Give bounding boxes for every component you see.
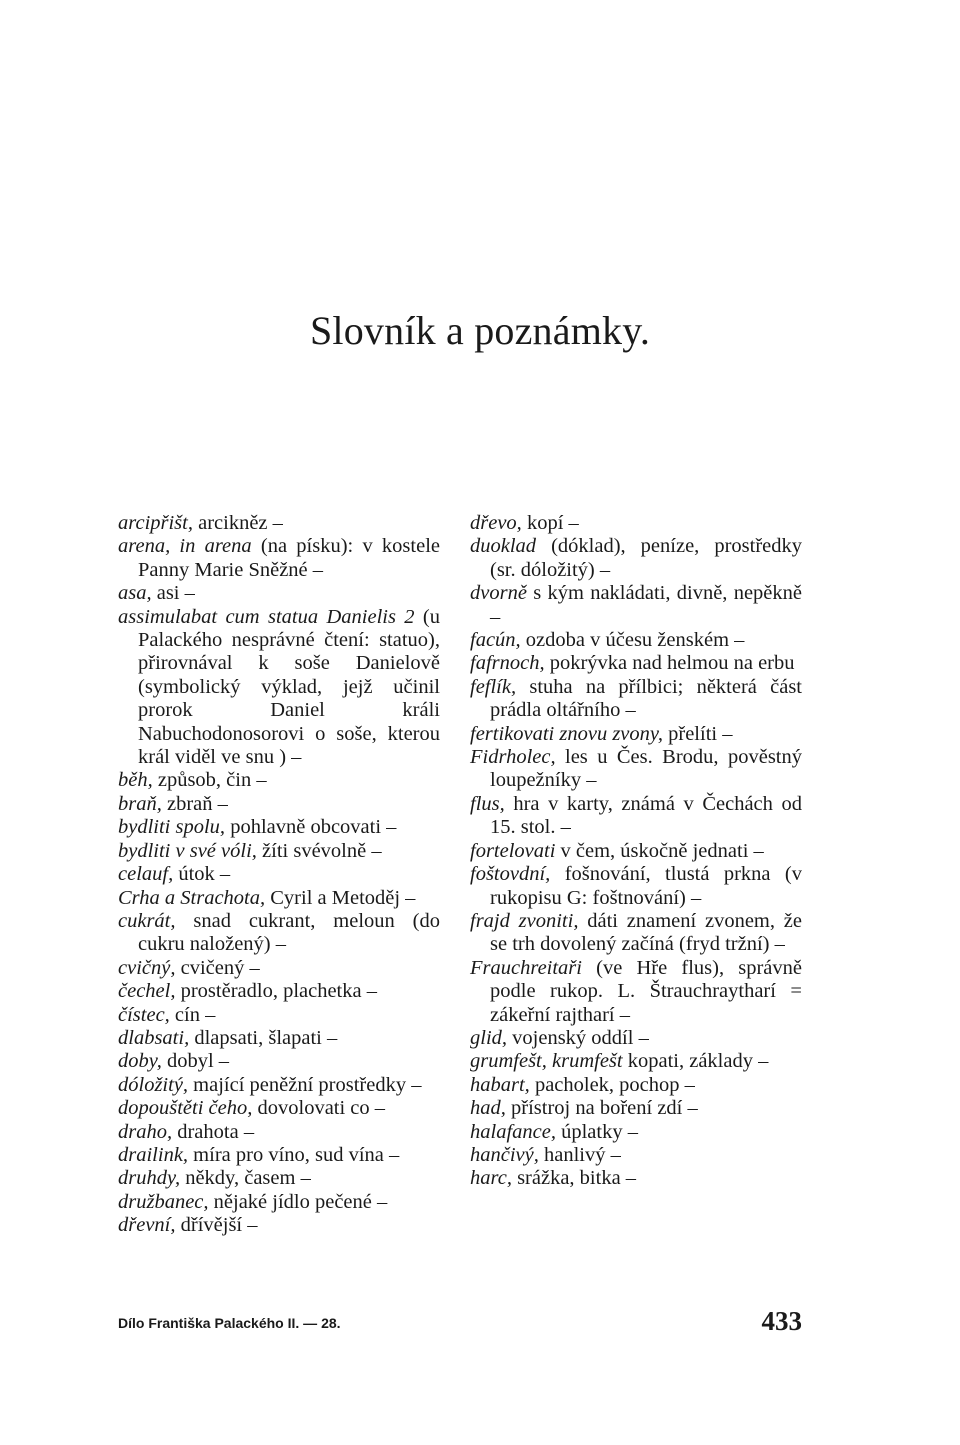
entry-definition: stuha na přílbici; některá část prádla oltářního – [490,675,802,722]
entry-definition: dřívější – [175,1214,258,1237]
entry-definition: pacholek, pochop – [529,1073,695,1096]
dictionary-entry [470,629,802,652]
entry-definition: kopati, základy – [622,1050,769,1073]
entry-definition: zbraň – [161,792,228,815]
entry-headword: grumfešt, krumfešt [470,1050,623,1073]
dictionary-entry [470,512,802,535]
entry-headword: hančivý, [470,1143,539,1166]
entry-headword: bydliti spolu, [118,816,226,839]
dictionary-entry [118,863,440,886]
entry-headword: doby, [118,1050,162,1073]
entry-headword: družbanec, [118,1190,209,1213]
entry-headword: draho, [118,1120,173,1143]
entry-headword: had, [470,1097,506,1120]
entry-definition: hra v karty, známá v Čechách od 15. stol. – [490,792,802,839]
dictionary-entry [470,652,802,675]
dictionary-entry [470,793,802,840]
entry-definition: cvičený – [175,956,260,979]
entry-definition: ozdoba v účesu ženském – [520,629,745,652]
dictionary-entry [118,1050,440,1073]
entry-headword: arena, in arena [118,535,252,558]
dictionary-entry [118,910,440,957]
entry-headword: dlabsati, [118,1026,190,1049]
dictionary-entry [470,910,802,957]
right-column [470,512,802,1191]
dictionary-entry [470,1167,802,1190]
entry-definition: žíti svévolně – [256,839,382,862]
dictionary-entry [118,769,440,792]
entry-headword: čístec, [118,1003,170,1026]
entry-headword: asa, [118,582,152,605]
dictionary-entry [118,512,440,535]
dictionary-entry [118,840,440,863]
entry-headword: duoklad [470,535,537,558]
entry-definition: nějaké jídlo pečené – [208,1190,388,1213]
entry-headword: dóložitý, [118,1073,189,1096]
entry-headword: flus, [470,792,505,815]
entry-definition: pohlavně obcovati – [225,816,397,839]
entry-definition: dlapsati, šlapati – [189,1026,338,1049]
entry-headword: celauf, [118,863,174,886]
entry-definition: míra pro víno, sud vína – [188,1143,400,1166]
entry-headword: facún, [470,629,521,652]
dictionary-entry [118,1144,440,1167]
entry-headword: dopouštěti čeho, [118,1097,253,1120]
dictionary-entry [118,1027,440,1050]
entry-headword: fafrnoch, [470,652,545,675]
dictionary-entry [470,1027,802,1050]
entry-definition: arcikněz – [192,512,283,534]
entry-headword: braň, [118,792,162,815]
dictionary-entry [470,1050,802,1073]
entry-headword: foštovdní, [470,863,551,886]
dictionary-entry [118,1004,440,1027]
entry-headword: frajd zvoniti, [470,909,579,932]
dictionary-entry [470,535,802,582]
entry-headword: bydliti v své vóli, [118,839,257,862]
entry-headword: dřevo, [470,512,522,534]
entry-definition: mající peněžní prostředky – [188,1073,422,1096]
entry-definition: přelíti – [663,722,733,745]
page-number: 433 [761,1306,802,1336]
dictionary-entry [118,1074,440,1097]
entry-definition: s kým nakládati, divně, nepěkně – [490,582,802,628]
entry-headword: assimulabat cum statua Danielis 2 [118,605,415,628]
entry-definition: (ve Hře flus), správně podle rukop. L. Štrauchraytharí = zákeřní rajtharí – [490,956,802,1026]
footer-source: Dílo Františka Palackého II. — 28. [118,1315,341,1331]
dictionary-entry [470,746,802,793]
entry-definition: přístroj na boření zdí – [505,1097,698,1120]
entry-definition: dovolovati co – [252,1097,386,1120]
entry-definition: (u Palackého nesprávné čtení: statuo), přirovnával k soše Danielově (symbolický výklad, jejž učinil prorok Daniel králi Nabuchodonosorovi o soše, kterou král viděl ve snu ) – [138,605,441,769]
dictionary-entry [470,1074,802,1097]
entry-definition: prostěradlo, plachetka – [175,980,377,1003]
entry-headword: halafance, [470,1120,556,1143]
dictionary-entry [118,1167,440,1190]
entry-headword: habart, [470,1073,530,1096]
entry-definition: hanlivý – [538,1143,621,1166]
entry-definition: (na písku): v kostele Panny Marie Sněžné – [138,535,440,581]
entry-definition: les u Čes. Brodu, pověstný loupežníky – [490,746,802,792]
entry-headword: fertikovati znovu zvony, [470,722,663,745]
entry-headword: cukrát, [118,909,176,932]
entry-headword: Frauchreitaři [470,956,582,979]
dictionary-entry [118,793,440,816]
dictionary-entry [118,1214,440,1237]
left-column [118,512,440,1238]
dictionary-entry [470,676,802,723]
dictionary-entry [118,887,440,910]
dictionary-entry [118,816,440,839]
entry-definition: vojenský oddíl – [507,1026,649,1049]
entry-headword: Crha a Strachota, [118,886,266,909]
entry-definition: úplatky – [555,1120,638,1143]
entry-headword: glid, [470,1026,508,1049]
entry-definition: snad cukrant, meloun (do cukru naložený) – [138,909,440,956]
entry-definition: útok – [173,863,231,886]
dictionary-entry [118,1191,440,1214]
dictionary-entry [118,1121,440,1144]
dictionary-entry [470,723,802,746]
entry-headword: čechel, [118,980,176,1003]
entry-headword: drailink, [118,1143,189,1166]
entry-headword: dřevní, [118,1214,176,1237]
entry-headword: feflík, [470,675,517,698]
entry-definition: fošnování, tlustá prkna (v rukopisu G: foštnování) – [490,863,802,909]
entry-definition: (dóklad), peníze, prostředky (sr. dóložitý) – [490,535,802,581]
dictionary-entry [470,582,802,629]
dictionary-entry [118,535,440,582]
dictionary-entry [118,957,440,980]
entry-headword: arcipřišt, [118,512,193,534]
page-title: Slovník a poznámky. [309,308,651,353]
entry-definition: drahota – [172,1120,255,1143]
entry-definition: pokrývka nad helmou na erbu [544,652,795,675]
dictionary-entry [118,606,440,770]
entry-definition: cín – [169,1003,216,1026]
entry-headword: cvičný, [118,956,176,979]
dictionary-entry [118,1097,440,1120]
entry-definition: v čem, úskočně jednati – [555,839,764,862]
entry-definition: dobyl – [161,1050,230,1073]
dictionary-entry [470,957,802,1027]
dictionary-entry [470,1121,802,1144]
entry-definition: Cyril a Metoděj – [265,886,416,909]
entry-headword: harc, [470,1167,512,1190]
entry-headword: běh, [118,769,153,792]
dictionary-entry [470,840,802,863]
entry-headword: fortelovati [470,839,556,862]
dictionary-entry [470,1144,802,1167]
entry-definition: způsob, čin – [152,769,267,792]
dictionary-entry [470,1097,802,1120]
entry-definition: srážka, bitka – [511,1167,637,1190]
entry-headword: druhdy, [118,1167,181,1190]
entry-definition: asi – [151,582,195,605]
entry-headword: Fidrholec, [470,746,556,769]
entry-headword: dvorně [470,582,527,605]
entry-definition: dáti znamení zvonem, že se trh dovolený začíná (fryd tržní) – [490,909,802,956]
dictionary-entry [118,582,440,605]
entry-definition: kopí – [521,512,579,534]
dictionary-entry [470,863,802,910]
entry-definition: někdy, časem – [180,1167,311,1190]
dictionary-entry [118,980,440,1003]
